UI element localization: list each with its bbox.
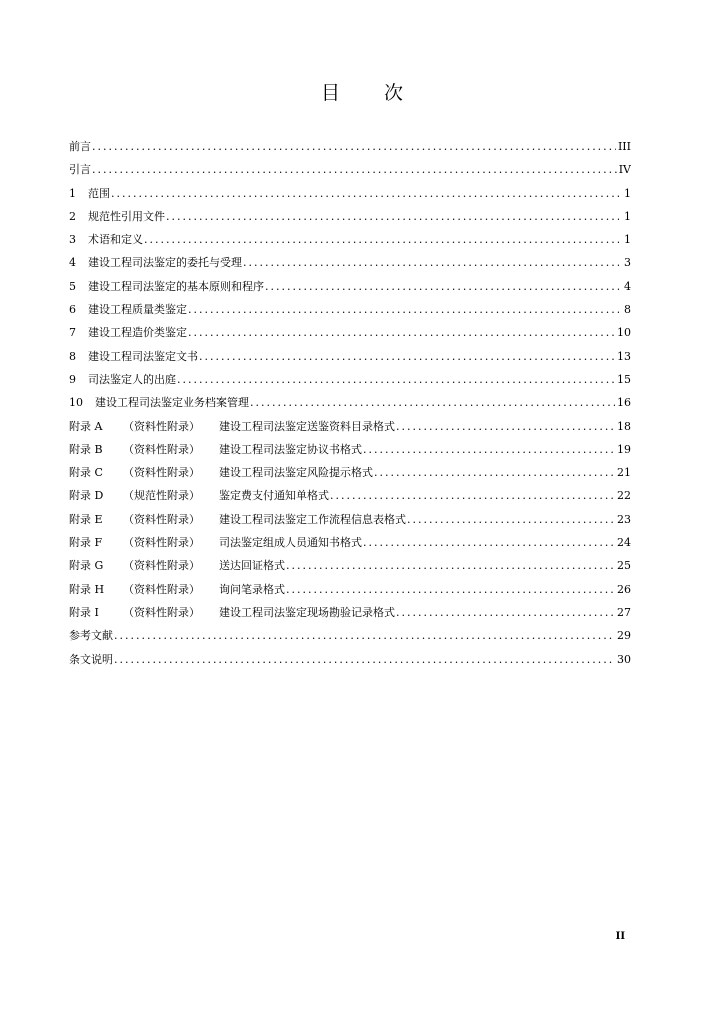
toc-entry-text: 建设工程司法鉴定业务档案管理 (95, 396, 249, 410)
toc-entry-text: 规范性引用文件 (88, 209, 165, 223)
toc-appendix-entry[interactable] (69, 484, 631, 507)
appendix-type: （资料性附录） (123, 512, 200, 526)
appendix-type: （资料性附录） (123, 582, 200, 596)
appendix-code: 附录 C (69, 466, 103, 480)
toc-entry-text: 建设工程司法鉴定送鉴资料目录格式 (219, 419, 395, 433)
toc-entry-label (69, 484, 329, 507)
toc-entry-text: 司法鉴定组成人员通知书格式 (219, 536, 362, 550)
toc-entry-page: 13 (617, 349, 631, 363)
leader-dots (166, 205, 619, 228)
toc-entry-label (69, 275, 264, 298)
leader-dots (243, 251, 619, 274)
toc-entry-page: 4 (624, 279, 631, 293)
appendix-type: （资料性附录） (123, 536, 200, 550)
toc-entry-text: 鉴定费支付通知单格式 (219, 489, 329, 503)
toc-entry-page: 26 (617, 582, 631, 596)
leader-dots (199, 345, 615, 368)
toc-entry-page: 29 (617, 629, 631, 643)
leader-dots (363, 531, 615, 554)
appendix-code: 附录 F (69, 536, 103, 550)
toc-entry-label (69, 554, 285, 577)
appendix-type: （资料性附录） (123, 442, 200, 456)
toc-entry-page: 18 (617, 419, 631, 433)
toc-entry-text: 建设工程司法鉴定风险提示格式 (219, 466, 373, 480)
leader-dots (363, 438, 615, 461)
appendix-type: （资料性附录） (123, 419, 200, 433)
toc-entry-page: 21 (617, 466, 631, 480)
toc-entry-text: 询问笔录格式 (219, 582, 285, 596)
toc-entry-label (69, 368, 176, 391)
toc-entry-page: 24 (617, 536, 631, 550)
leader-dots (111, 182, 619, 205)
toc-entry-number: 5 (69, 279, 76, 293)
toc-entry[interactable] (69, 391, 631, 414)
toc-entry-text: 建设工程司法鉴定的基本原则和程序 (88, 279, 264, 293)
toc-entry-label (69, 158, 91, 181)
page-number: II (615, 931, 625, 942)
toc-entry-page: III (617, 140, 631, 153)
toc-entry-label (69, 182, 110, 205)
toc-entry-text: 建设工程司法鉴定的委托与受理 (88, 256, 242, 270)
toc-entry-text: 建设工程司法鉴定现场勘验记录格式 (219, 605, 395, 619)
toc-entry[interactable] (69, 368, 631, 391)
toc-entry-label (69, 321, 187, 344)
appendix-code: 附录 E (69, 512, 103, 526)
toc-entry-text: 引言 (69, 163, 91, 177)
toc-entry-text: 参考文献 (69, 629, 113, 643)
toc-entry-label (69, 135, 91, 158)
toc-entry-text: 条文说明 (69, 652, 113, 666)
leader-dots (250, 391, 615, 414)
toc-entry-label (69, 578, 285, 601)
toc-entry[interactable] (69, 205, 631, 228)
toc-entry[interactable] (69, 648, 631, 671)
leader-dots (265, 275, 619, 298)
toc-entry-number: 7 (69, 326, 76, 340)
toc-entry[interactable] (69, 298, 631, 321)
toc-entry-page: 1 (624, 233, 631, 247)
leader-dots (114, 648, 615, 671)
toc-appendix-entry[interactable] (69, 531, 631, 554)
toc-entry-number: 9 (69, 372, 76, 386)
appendix-code: 附录 G (69, 559, 104, 573)
leader-dots (144, 228, 619, 251)
toc-entry-page: 22 (617, 489, 631, 503)
leader-dots (396, 415, 615, 438)
appendix-type: （资料性附录） (123, 605, 200, 619)
toc-entry-text: 建设工程司法鉴定协议书格式 (219, 442, 362, 456)
toc-title (0, 78, 724, 105)
appendix-type: （资料性附录） (123, 466, 200, 480)
toc-entry-label (69, 298, 187, 321)
toc-entry[interactable] (69, 158, 631, 181)
toc-title-part2: 次 (384, 82, 404, 104)
toc-entry-text: 建设工程司法鉴定工作流程信息表格式 (219, 512, 406, 526)
toc-entry-page: 15 (617, 372, 631, 386)
leader-dots (188, 321, 615, 344)
appendix-code: 附录 D (69, 489, 104, 503)
toc-entry-number: 8 (69, 349, 76, 363)
toc-entry-text: 建设工程造价类鉴定 (88, 326, 187, 340)
toc-entry-page: 19 (617, 442, 631, 456)
toc-entry-page: IV (618, 163, 631, 177)
leader-dots (330, 484, 615, 507)
toc-entry-page: 1 (624, 186, 631, 200)
toc-entry[interactable] (69, 135, 631, 158)
toc-entry-label (69, 251, 242, 274)
toc-entry-text: 建设工程质量类鉴定 (88, 303, 187, 317)
appendix-type: （规范性附录） (123, 489, 200, 503)
toc-entry-label (69, 228, 143, 251)
leader-dots (177, 368, 615, 391)
toc-entry-label (69, 345, 198, 368)
toc-appendix-entry[interactable] (69, 438, 631, 461)
toc-entry-page: 1 (624, 209, 631, 223)
appendix-code: 附录 H (69, 582, 105, 596)
toc-entry-label (69, 624, 113, 647)
toc-entry-page: 16 (617, 396, 631, 410)
toc-entry-number: 3 (69, 233, 76, 247)
leader-dots (374, 461, 615, 484)
toc-entry-page: 30 (617, 652, 631, 666)
leader-dots (92, 158, 617, 181)
leader-dots (286, 554, 615, 577)
toc-entry[interactable] (69, 182, 631, 205)
toc-entry-label (69, 601, 395, 624)
toc-entry-label (69, 461, 373, 484)
toc-entry-number: 6 (69, 303, 76, 317)
toc-entry-text: 司法鉴定人的出庭 (88, 372, 176, 386)
toc-entry-page: 25 (617, 559, 631, 573)
leader-dots (188, 298, 619, 321)
toc-entry[interactable] (69, 345, 631, 368)
appendix-code: 附录 B (69, 442, 103, 456)
leader-dots (407, 508, 615, 531)
toc-entry-text: 范围 (88, 186, 110, 200)
toc-entry-label (69, 531, 362, 554)
toc-entry-label (69, 648, 113, 671)
toc-entry[interactable] (69, 275, 631, 298)
toc-entry[interactable] (69, 624, 631, 647)
toc-entry-number: 1 (69, 186, 76, 200)
leader-dots (286, 578, 615, 601)
toc-title-part1: 目 (320, 82, 340, 104)
toc-entry-label (69, 508, 406, 531)
appendix-code: 附录 A (69, 419, 103, 433)
toc-appendix-entry[interactable] (69, 578, 631, 601)
toc-entry-text: 建设工程司法鉴定文书 (88, 349, 198, 363)
leader-dots (92, 135, 616, 158)
toc-entry-page: 3 (624, 256, 631, 270)
appendix-code: 附录 I (69, 605, 99, 619)
toc-entry-number: 2 (69, 209, 76, 223)
table-of-contents (69, 135, 631, 671)
toc-entry-label (69, 415, 395, 438)
toc-appendix-entry[interactable] (69, 415, 631, 438)
toc-entry-text: 术语和定义 (88, 233, 143, 247)
toc-appendix-entry[interactable] (69, 508, 631, 531)
toc-entry[interactable] (69, 228, 631, 251)
toc-entry-page: 8 (624, 303, 631, 317)
toc-appendix-entry[interactable] (69, 554, 631, 577)
toc-entry-text: 送达回证格式 (219, 559, 285, 573)
toc-entry-text: 前言 (69, 140, 91, 153)
toc-entry-number: 10 (69, 396, 83, 410)
toc-entry-page: 23 (617, 512, 631, 526)
leader-dots (114, 624, 615, 647)
leader-dots (396, 601, 615, 624)
toc-entry[interactable] (69, 321, 631, 344)
toc-entry-page: 27 (617, 605, 631, 619)
toc-entry-page: 10 (617, 326, 631, 340)
toc-appendix-entry[interactable] (69, 601, 631, 624)
toc-entry-label (69, 438, 362, 461)
toc-appendix-entry[interactable] (69, 461, 631, 484)
appendix-type: （资料性附录） (123, 559, 200, 573)
toc-entry-label (69, 205, 165, 228)
toc-entry-label (69, 391, 249, 414)
toc-entry[interactable] (69, 251, 631, 274)
toc-entry-number: 4 (69, 256, 76, 270)
